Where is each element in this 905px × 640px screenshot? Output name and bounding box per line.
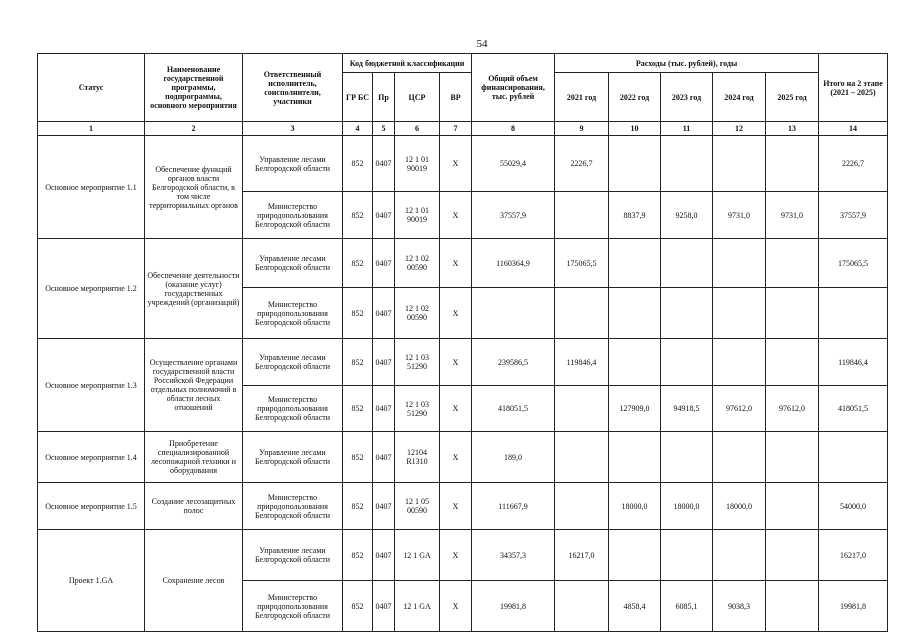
header-total-funding: Общий объем финансирования, тыс. рублей bbox=[472, 54, 555, 122]
header-year-2021: 2021 год bbox=[555, 73, 609, 122]
column-number: 14 bbox=[819, 122, 888, 136]
row-name: Обеспечение функций органов власти Белгородской области, в том числе территориальных органов bbox=[145, 136, 243, 239]
row-pr: 0407 bbox=[373, 239, 395, 288]
row-y2021 bbox=[555, 483, 609, 530]
row-vr: Х bbox=[440, 192, 472, 239]
row-vr: Х bbox=[440, 339, 472, 386]
row-total: 111667,9 bbox=[472, 483, 555, 530]
row-grbs: 852 bbox=[343, 192, 373, 239]
table-row bbox=[38, 530, 888, 581]
row-y2023 bbox=[661, 339, 713, 386]
row-status: Основное мероприятие 1.5 bbox=[38, 483, 145, 530]
row-grbs: 852 bbox=[343, 581, 373, 632]
row-total: 55029,4 bbox=[472, 136, 555, 192]
row-y2021 bbox=[555, 192, 609, 239]
row-grbs: 852 bbox=[343, 288, 373, 339]
row-vr: Х bbox=[440, 530, 472, 581]
row-y2024 bbox=[713, 339, 766, 386]
row-y2025 bbox=[766, 483, 819, 530]
row-total: 418051,5 bbox=[472, 386, 555, 432]
row-y2021 bbox=[555, 581, 609, 632]
header-year-2023: 2023 год bbox=[661, 73, 713, 122]
table-row bbox=[38, 483, 888, 530]
row-stage-total: 54000,0 bbox=[819, 483, 888, 530]
row-vr: Х bbox=[440, 136, 472, 192]
row-y2022 bbox=[609, 136, 661, 192]
table-row bbox=[38, 432, 888, 483]
row-total: 19981,8 bbox=[472, 581, 555, 632]
header-grbs: ГР БС bbox=[343, 73, 373, 122]
row-csr: 12 1 GA bbox=[395, 581, 440, 632]
row-y2025 bbox=[766, 432, 819, 483]
row-y2025 bbox=[766, 581, 819, 632]
column-number: 11 bbox=[661, 122, 713, 136]
row-stage-total bbox=[819, 432, 888, 483]
row-y2025 bbox=[766, 339, 819, 386]
column-number-row bbox=[38, 122, 888, 136]
row-y2021 bbox=[555, 288, 609, 339]
row-pr: 0407 bbox=[373, 386, 395, 432]
row-responsible: Управление лесами Белгородской области bbox=[243, 432, 343, 483]
row-y2021 bbox=[555, 386, 609, 432]
row-y2021: 175065,5 bbox=[555, 239, 609, 288]
row-y2023 bbox=[661, 239, 713, 288]
row-pr: 0407 bbox=[373, 288, 395, 339]
row-pr: 0407 bbox=[373, 530, 395, 581]
header-status: Статус bbox=[38, 54, 145, 122]
row-csr: 12 1 05 00590 bbox=[395, 483, 440, 530]
row-y2022: 18000,0 bbox=[609, 483, 661, 530]
row-grbs: 852 bbox=[343, 386, 373, 432]
row-csr: 12 1 GA bbox=[395, 530, 440, 581]
row-total: 37557,9 bbox=[472, 192, 555, 239]
row-pr: 0407 bbox=[373, 432, 395, 483]
column-number: 5 bbox=[373, 122, 395, 136]
row-grbs: 852 bbox=[343, 136, 373, 192]
row-name: Создание лесозащитных полос bbox=[145, 483, 243, 530]
row-vr: Х bbox=[440, 239, 472, 288]
column-number: 8 bbox=[472, 122, 555, 136]
column-number: 4 bbox=[343, 122, 373, 136]
row-y2023 bbox=[661, 288, 713, 339]
row-y2024: 18000,0 bbox=[713, 483, 766, 530]
row-y2023: 6085,1 bbox=[661, 581, 713, 632]
column-number: 10 bbox=[609, 122, 661, 136]
row-grbs: 852 bbox=[343, 530, 373, 581]
row-total: 189,0 bbox=[472, 432, 555, 483]
row-vr: Х bbox=[440, 288, 472, 339]
table-row bbox=[38, 136, 888, 192]
row-stage-total bbox=[819, 288, 888, 339]
row-y2024 bbox=[713, 136, 766, 192]
column-number: 12 bbox=[713, 122, 766, 136]
row-responsible: Управление лесами Белгородской области bbox=[243, 530, 343, 581]
header-program-name: Наименование государственной программы, подпрограммы, основного мероприятия bbox=[145, 54, 243, 122]
row-stage-total: 16217,0 bbox=[819, 530, 888, 581]
row-y2025: 9731,0 bbox=[766, 192, 819, 239]
row-y2025 bbox=[766, 530, 819, 581]
row-vr: Х bbox=[440, 432, 472, 483]
row-stage-total: 2226,7 bbox=[819, 136, 888, 192]
header-responsible: Ответственный исполнитель, соисполнители, участники bbox=[243, 54, 343, 122]
row-y2022 bbox=[609, 432, 661, 483]
row-status: Основное мероприятие 1.1 bbox=[38, 136, 145, 239]
row-responsible: Министерство природопользования Белгородской области bbox=[243, 483, 343, 530]
row-stage-total: 418051,5 bbox=[819, 386, 888, 432]
row-y2024 bbox=[713, 288, 766, 339]
row-y2024: 9731,0 bbox=[713, 192, 766, 239]
row-y2021: 2226,7 bbox=[555, 136, 609, 192]
row-pr: 0407 bbox=[373, 136, 395, 192]
row-y2023: 94918,5 bbox=[661, 386, 713, 432]
row-y2024 bbox=[713, 530, 766, 581]
row-stage-total: 37557,9 bbox=[819, 192, 888, 239]
row-y2025 bbox=[766, 136, 819, 192]
row-y2024: 97612,0 bbox=[713, 386, 766, 432]
row-total: 1160364,9 bbox=[472, 239, 555, 288]
header-vr: ВР bbox=[440, 73, 472, 122]
row-vr: Х bbox=[440, 581, 472, 632]
row-grbs: 852 bbox=[343, 432, 373, 483]
row-grbs: 852 bbox=[343, 483, 373, 530]
row-y2022: 8837,9 bbox=[609, 192, 661, 239]
header-row bbox=[38, 54, 888, 73]
row-csr: 12 1 02 00590 bbox=[395, 239, 440, 288]
column-number: 13 bbox=[766, 122, 819, 136]
row-pr: 0407 bbox=[373, 339, 395, 386]
row-grbs: 852 bbox=[343, 239, 373, 288]
row-y2022: 4858,4 bbox=[609, 581, 661, 632]
row-y2024 bbox=[713, 432, 766, 483]
row-y2022: 127909,0 bbox=[609, 386, 661, 432]
row-y2023 bbox=[661, 432, 713, 483]
row-stage-total: 175065,5 bbox=[819, 239, 888, 288]
row-stage-total: 19981,8 bbox=[819, 581, 888, 632]
column-number: 6 bbox=[395, 122, 440, 136]
header-year-2022: 2022 год bbox=[609, 73, 661, 122]
row-y2023 bbox=[661, 136, 713, 192]
row-pr: 0407 bbox=[373, 483, 395, 530]
row-y2024 bbox=[713, 239, 766, 288]
row-csr: 12 1 03 51290 bbox=[395, 339, 440, 386]
column-number: 1 bbox=[38, 122, 145, 136]
table-row bbox=[38, 239, 888, 288]
row-y2022 bbox=[609, 239, 661, 288]
row-y2024: 9038,3 bbox=[713, 581, 766, 632]
budget-table bbox=[37, 53, 888, 632]
row-csr: 12 1 01 90019 bbox=[395, 136, 440, 192]
header-expenses: Расходы (тыс. рублей), годы bbox=[555, 54, 819, 73]
row-vr: Х bbox=[440, 386, 472, 432]
row-y2022 bbox=[609, 339, 661, 386]
header-year-2025: 2025 год bbox=[766, 73, 819, 122]
column-number: 7 bbox=[440, 122, 472, 136]
row-status: Основное мероприятие 1.4 bbox=[38, 432, 145, 483]
row-csr: 12 1 01 90019 bbox=[395, 192, 440, 239]
row-y2025 bbox=[766, 239, 819, 288]
row-y2021 bbox=[555, 432, 609, 483]
row-responsible: Управление лесами Белгородской области bbox=[243, 339, 343, 386]
row-y2022 bbox=[609, 288, 661, 339]
header-stage-total: Итого на 2 этапе (2021 – 2025) bbox=[819, 54, 888, 122]
row-responsible: Министерство природопользования Белгородской области bbox=[243, 581, 343, 632]
row-y2025: 97612,0 bbox=[766, 386, 819, 432]
row-pr: 0407 bbox=[373, 192, 395, 239]
row-csr: 12104 R1310 bbox=[395, 432, 440, 483]
page-number: 54 bbox=[476, 38, 488, 50]
header-pr: Пр bbox=[373, 73, 395, 122]
row-total: 239586,5 bbox=[472, 339, 555, 386]
header-csr: ЦСР bbox=[395, 73, 440, 122]
row-csr: 12 1 03 51290 bbox=[395, 386, 440, 432]
table-row bbox=[38, 339, 888, 386]
row-name: Сохранение лесов bbox=[145, 530, 243, 632]
row-status: Проект 1.GA bbox=[38, 530, 145, 632]
row-responsible: Министерство природопользования Белгородской области bbox=[243, 192, 343, 239]
row-y2023: 9258,0 bbox=[661, 192, 713, 239]
row-status: Основное мероприятие 1.3 bbox=[38, 339, 145, 432]
row-total bbox=[472, 288, 555, 339]
row-grbs: 852 bbox=[343, 339, 373, 386]
row-responsible: Управление лесами Белгородской области bbox=[243, 136, 343, 192]
row-stage-total: 119846,4 bbox=[819, 339, 888, 386]
row-responsible: Министерство природопользования Белгородской области bbox=[243, 386, 343, 432]
row-name: Осуществление органами государственной власти Российской Федерации отдельных полномочий в области лесных отношений bbox=[145, 339, 243, 432]
header-year-2024: 2024 год bbox=[713, 73, 766, 122]
row-y2021: 119846,4 bbox=[555, 339, 609, 386]
header-budget-code: Код бюджетной классификации bbox=[343, 54, 472, 73]
row-vr: Х bbox=[440, 483, 472, 530]
row-name: Приобретение специализированной лесопожарной техники и оборудования bbox=[145, 432, 243, 483]
column-number: 2 bbox=[145, 122, 243, 136]
row-total: 34357,3 bbox=[472, 530, 555, 581]
row-y2022 bbox=[609, 530, 661, 581]
row-pr: 0407 bbox=[373, 581, 395, 632]
row-y2023 bbox=[661, 530, 713, 581]
row-y2023: 18000,0 bbox=[661, 483, 713, 530]
column-number: 3 bbox=[243, 122, 343, 136]
row-status: Основное мероприятие 1.2 bbox=[38, 239, 145, 339]
row-csr: 12 1 02 00590 bbox=[395, 288, 440, 339]
row-name: Обеспечение деятельности (оказание услуг) государственных учреждений (организаций) bbox=[145, 239, 243, 339]
row-y2025 bbox=[766, 288, 819, 339]
row-responsible: Министерство природопользования Белгородской области bbox=[243, 288, 343, 339]
row-y2021: 16217,0 bbox=[555, 530, 609, 581]
row-responsible: Управление лесами Белгородской области bbox=[243, 239, 343, 288]
column-number: 9 bbox=[555, 122, 609, 136]
